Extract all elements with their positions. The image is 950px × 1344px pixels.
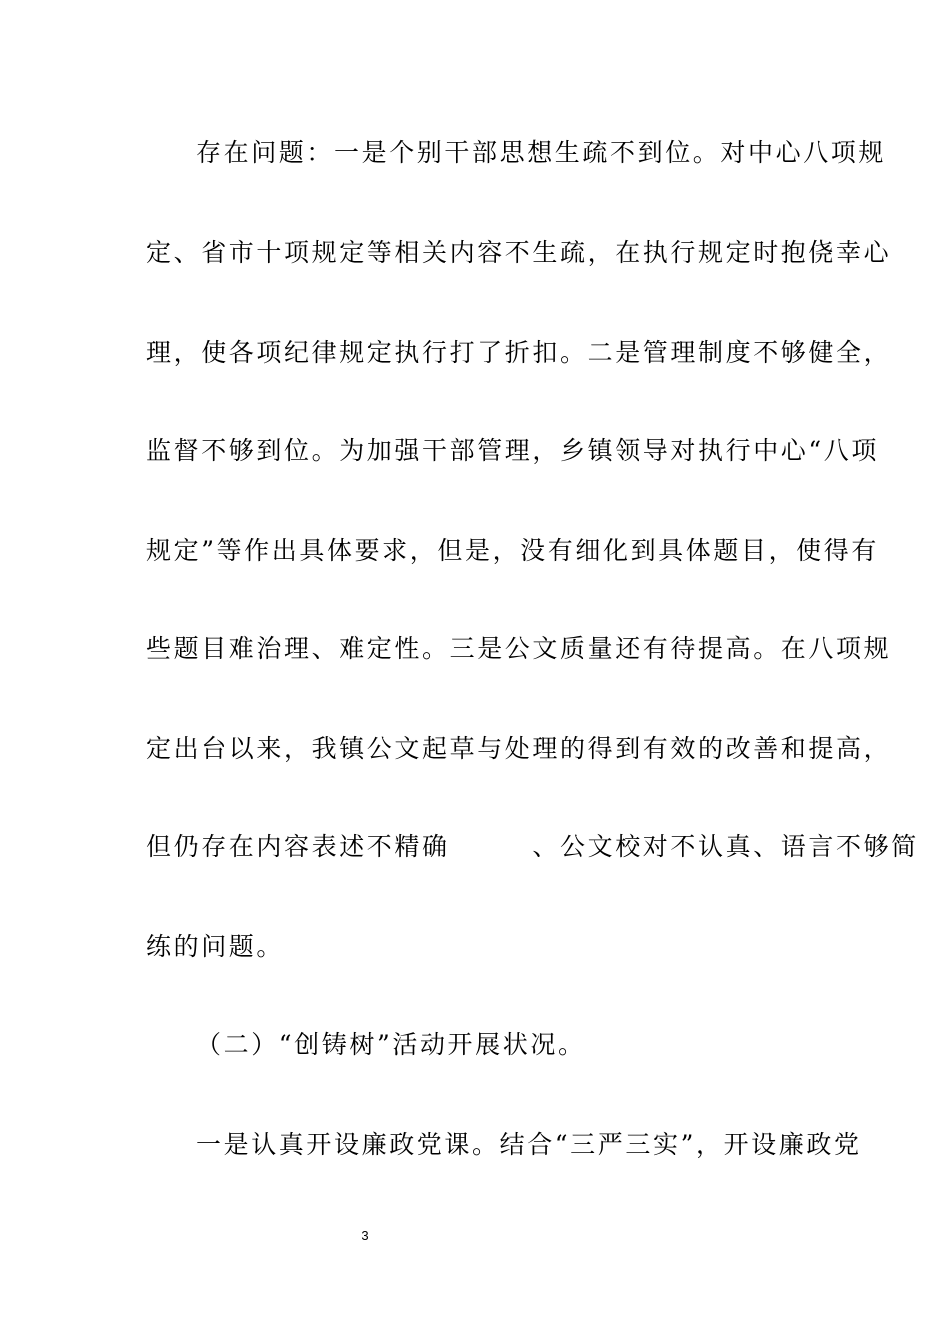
- paragraph-line: 但仍存在内容表述不精确 、公文校对不认真、语言不够简: [146, 832, 919, 861]
- paragraph-line: 规定”等作出具体要求，但是，没有细化到具体题目，使得有: [146, 536, 879, 565]
- paragraph-line: 一是认真开设廉政党课。结合“三严三实”，开设廉政党: [196, 1130, 862, 1159]
- paragraph-line: 些题目难治理、难定性。三是公文质量还有待提高。在八项规: [146, 634, 892, 663]
- paragraph-line: 理，使各项纪律规定执行打了折扣。二是管理制度不够健全，: [146, 338, 892, 367]
- paragraph-line: 定、省市十项规定等相关内容不生疏，在执行规定时抱侥幸心: [146, 238, 892, 267]
- section-heading: （二）“创铸树”活动开展状况。: [196, 1030, 586, 1059]
- paragraph-line: 监督不够到位。为加强干部管理，乡镇领导对执行中心“八项: [146, 436, 879, 465]
- paragraph-line: 练的问题。: [146, 932, 285, 961]
- page-number: 3: [361, 1228, 369, 1243]
- paragraph-line: 存在问题：一是个别干部思想生疏不到位。对中心八项规: [196, 138, 887, 167]
- paragraph-line: 定出台以来，我镇公文起草与处理的得到有效的改善和提高，: [146, 734, 892, 763]
